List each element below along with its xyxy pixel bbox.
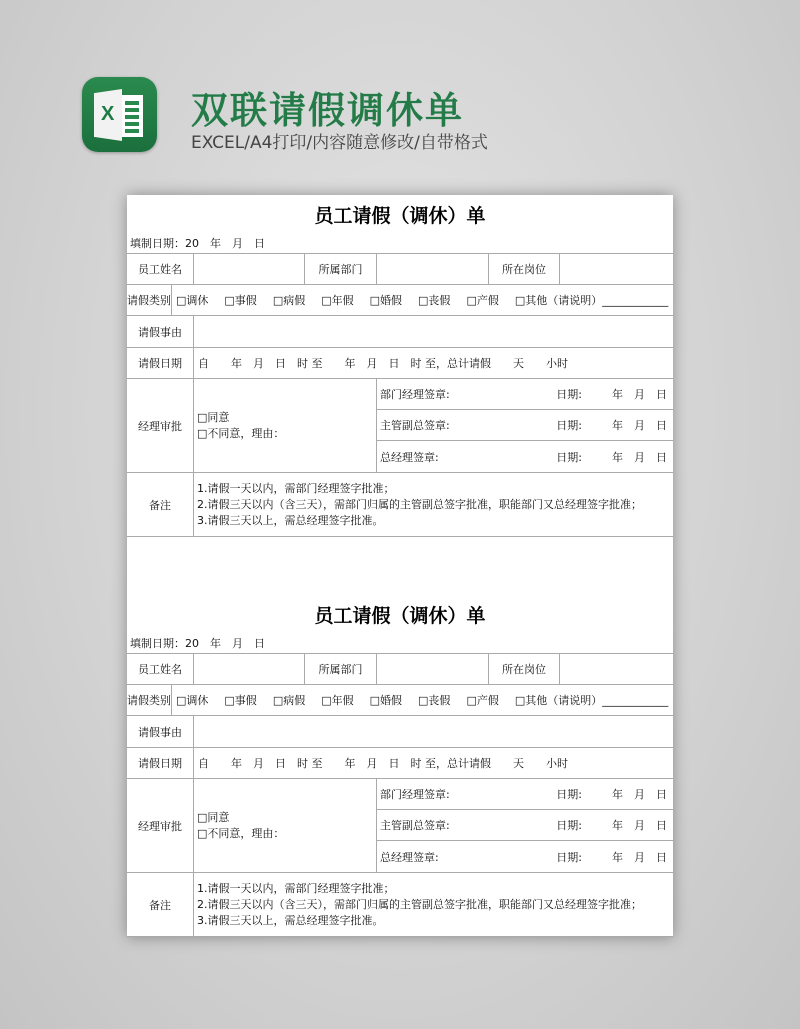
name-label: 员工姓名 <box>127 654 194 684</box>
notes-text <box>194 873 673 936</box>
signature-date-label: 日期: <box>556 419 582 432</box>
leave-type-option[interactable]: □其他（请说明）____________ <box>514 294 669 307</box>
note-line: 1.请假一天以内，需部门经理签字批准； <box>197 481 395 495</box>
signature-row <box>377 841 673 872</box>
disagree-checkbox[interactable]: □不同意，理由： <box>197 426 285 440</box>
signatures <box>377 379 673 472</box>
approval-options <box>194 379 377 472</box>
leave-date-text[interactable]: 自 年 月 日 时 至 年 月 日 时 至，总计请假 天 小时 <box>198 757 568 770</box>
leave-type-option[interactable]: □调休 <box>176 294 209 307</box>
agree-checkbox[interactable]: □同意 <box>197 410 230 424</box>
type-label: 请假类别 <box>127 285 172 315</box>
approval-row <box>127 379 673 473</box>
post-label: 所在岗位 <box>489 654 560 684</box>
form-table <box>127 253 673 537</box>
signature-label: 主管副总签章: <box>380 419 450 432</box>
disagree-checkbox[interactable]: □不同意，理由： <box>197 826 285 840</box>
signature-ymd: 年 月 日 <box>612 450 667 464</box>
dept-label: 所属部门 <box>305 654 377 684</box>
reason-label: 请假事由 <box>127 716 194 747</box>
form-title: 员工请假（调休）单 <box>314 605 486 627</box>
date-label: 请假日期 <box>127 348 194 378</box>
reason-row <box>127 716 673 748</box>
signature-row <box>377 379 673 410</box>
leave-date-row <box>127 748 673 779</box>
fill-date: 填制日期：20 年 月 日 <box>130 237 265 250</box>
name-label: 员工姓名 <box>127 254 194 284</box>
reason-row <box>127 316 673 348</box>
signature-date-label: 日期: <box>556 388 582 401</box>
leave-type-row <box>127 285 673 316</box>
signature-label: 主管副总签章: <box>380 819 450 832</box>
signature-ymd: 年 月 日 <box>612 850 667 864</box>
approval-options <box>194 779 377 872</box>
type-label: 请假类别 <box>127 685 172 715</box>
signatures <box>377 779 673 872</box>
leave-type-option[interactable]: □丧假 <box>418 294 451 307</box>
leave-type-option[interactable]: □病假 <box>272 294 306 307</box>
notes-label: 备注 <box>127 873 194 936</box>
approval-label: 经理审批 <box>127 779 194 872</box>
leave-type-option[interactable]: □丧假 <box>418 694 451 707</box>
post-field[interactable] <box>560 254 673 284</box>
leave-type-option[interactable]: □病假 <box>272 694 306 707</box>
leave-type-row <box>127 685 673 716</box>
notes-label: 备注 <box>127 473 194 536</box>
leave-type-options <box>172 285 684 315</box>
signature-date-label: 日期: <box>556 788 582 801</box>
signature-ymd: 年 月 日 <box>612 788 667 801</box>
signature-row <box>377 810 673 841</box>
agree-checkbox[interactable]: □同意 <box>197 810 230 824</box>
name-field[interactable] <box>194 654 305 684</box>
post-label: 所在岗位 <box>489 254 560 284</box>
signature-date-label: 日期: <box>556 819 582 832</box>
fill-date: 填制日期：20 年 月 日 <box>130 637 265 650</box>
dept-label: 所属部门 <box>305 254 377 284</box>
form-title: 员工请假（调休）单 <box>314 205 486 227</box>
signature-row <box>377 441 673 472</box>
leave-date-row <box>127 348 673 379</box>
note-line: 3.请假三天以上，需总经理签字批准。 <box>197 513 384 527</box>
leave-type-option[interactable]: □产假 <box>466 294 499 307</box>
notes-row <box>127 473 673 537</box>
post-field[interactable] <box>560 654 673 684</box>
leave-type-option[interactable]: □年假 <box>321 294 354 307</box>
paper-sheet <box>127 195 673 937</box>
leave-type-option[interactable]: □事假 <box>224 294 257 307</box>
leave-type-option[interactable]: □产假 <box>466 694 499 707</box>
signature-row <box>377 410 673 441</box>
signature-label: 部门经理签章: <box>380 388 450 401</box>
approval-row <box>127 779 673 873</box>
signature-ymd: 年 月 日 <box>612 819 667 832</box>
approval-label: 经理审批 <box>127 379 194 472</box>
page-title: 双联请假调休单 <box>191 89 464 132</box>
leave-type-option[interactable]: □年假 <box>321 694 354 707</box>
notes-row <box>127 873 673 937</box>
dept-field[interactable] <box>377 254 489 284</box>
leave-type-option[interactable]: □婚假 <box>369 694 403 707</box>
signature-row <box>377 779 673 810</box>
signature-date-label: 日期: <box>556 850 582 864</box>
employee-row <box>127 254 673 285</box>
signature-label: 总经理签章: <box>380 450 439 464</box>
reason-field[interactable] <box>194 316 673 347</box>
employee-row <box>127 654 673 685</box>
leave-type-option[interactable]: □调休 <box>176 694 209 707</box>
notes-text <box>194 473 673 536</box>
logo-letter: X <box>101 103 115 125</box>
note-line: 2.请假三天以内（含三天），需部门归属的主管副总签字批准，职能部门又总经理签字批准； <box>197 497 642 511</box>
signature-label: 部门经理签章: <box>380 788 450 801</box>
leave-date-text[interactable]: 自 年 月 日 时 至 年 月 日 时 至，总计请假 天 小时 <box>198 357 568 370</box>
leave-type-options <box>172 685 684 715</box>
signature-date-label: 日期: <box>556 450 582 464</box>
excel-logo-icon <box>82 77 157 152</box>
leave-type-option[interactable]: □婚假 <box>369 294 403 307</box>
page-subtitle: EXCEL/A4打印/内容随意修改/自带格式 <box>191 133 488 153</box>
signature-ymd: 年 月 日 <box>612 388 667 401</box>
leave-type-option[interactable]: □事假 <box>224 694 257 707</box>
note-line: 3.请假三天以上，需总经理签字批准。 <box>197 913 384 927</box>
leave-type-option[interactable]: □其他（请说明）____________ <box>514 694 669 707</box>
signature-ymd: 年 月 日 <box>612 419 667 432</box>
reason-label: 请假事由 <box>127 316 194 347</box>
dept-field[interactable] <box>377 654 489 684</box>
reason-field[interactable] <box>194 716 673 747</box>
note-line: 2.请假三天以内（含三天），需部门归属的主管副总签字批准，职能部门又总经理签字批准； <box>197 897 642 911</box>
signature-label: 总经理签章: <box>380 850 439 864</box>
name-field[interactable] <box>194 254 305 284</box>
date-label: 请假日期 <box>127 748 194 778</box>
form-table <box>127 653 673 937</box>
note-line: 1.请假一天以内，需部门经理签字批准； <box>197 881 395 895</box>
